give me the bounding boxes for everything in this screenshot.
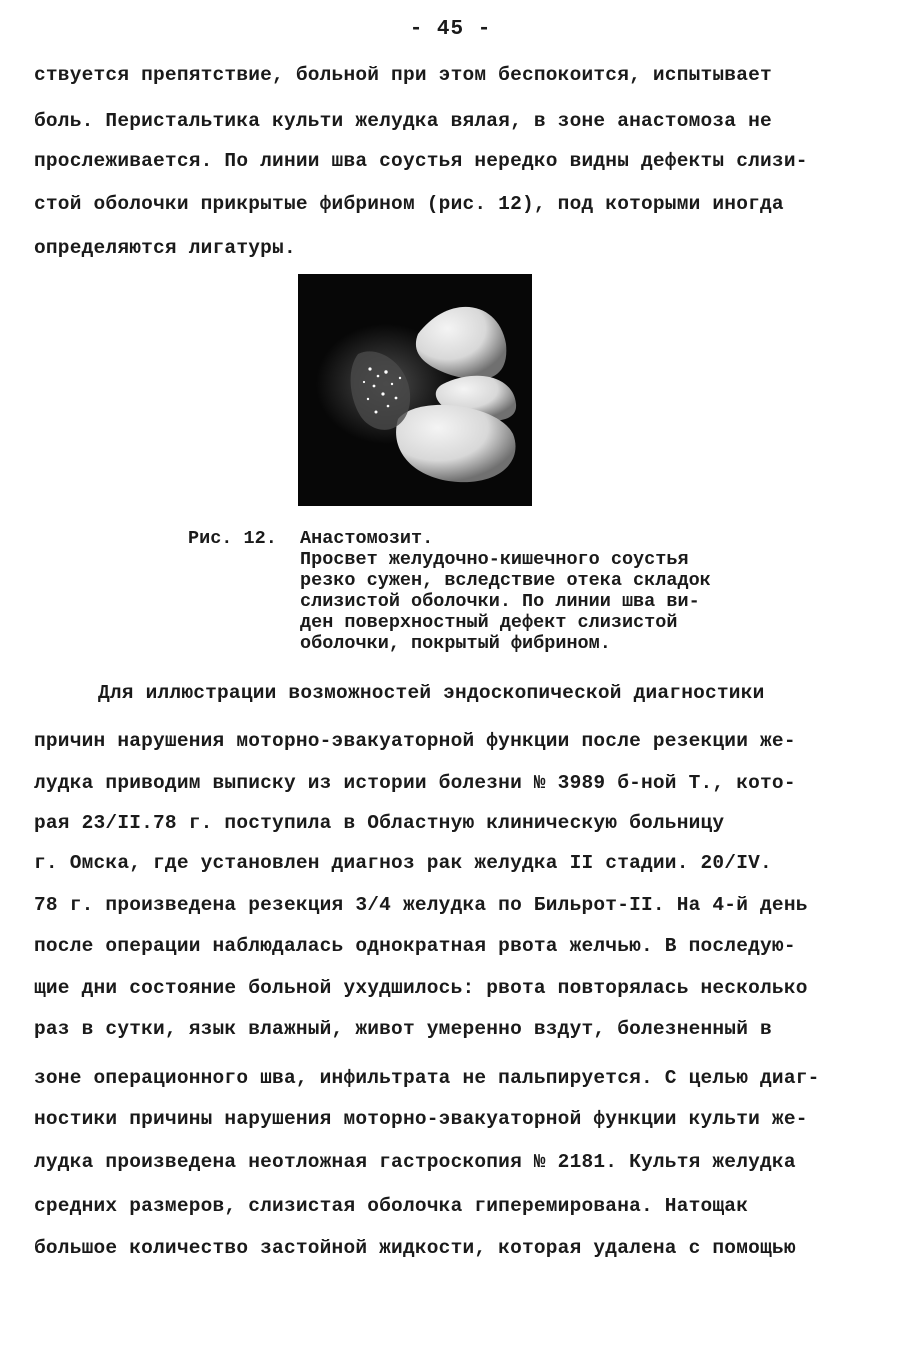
- endoscopy-photo-image: [298, 274, 532, 506]
- caption-line: ден поверхностный дефект слизистой: [300, 612, 678, 633]
- endoscopy-photo: [298, 274, 532, 506]
- text-line: боль. Перистальтика культи желудка вялая, в зоне анастомоза не: [34, 110, 772, 132]
- text-line: прослеживается. По линии шва соустья нередко видны дефекты слизи-: [34, 150, 808, 172]
- text-line: Для иллюстрации возможностей эндоскопической диагностики: [98, 682, 765, 704]
- text-line: ностики причины нарушения моторно-эвакуаторной функции культи же-: [34, 1108, 808, 1130]
- figure-label: Рис. 12.: [188, 528, 277, 549]
- text-line: лудка произведена неотложная гастроскопия № 2181. Культя желудка: [34, 1151, 796, 1173]
- text-line: зоне операционного шва, инфильтрата не пальпируется. С целью диаг-: [34, 1067, 820, 1089]
- text-line: ствуется препятствие, больной при этом беспокоится, испытывает: [34, 64, 772, 86]
- text-line: стой оболочки прикрытые фибрином (рис. 12), под которыми иногда: [34, 193, 784, 215]
- caption-line: слизистой оболочки. По линии шва ви-: [300, 591, 700, 612]
- text-line: г. Омска, где установлен диагноз рак желудка II стадии. 20/IV.: [34, 852, 772, 874]
- text-line: рая 23/II.78 г. поступила в Областную клиническую больницу: [34, 812, 725, 834]
- page-number: - 45 -: [409, 18, 492, 41]
- text-line: раз в сутки, язык влажный, живот умеренно вздут, болезненный в: [34, 1018, 772, 1040]
- text-line: большое количество застойной жидкости, которая удалена с помощью: [34, 1237, 796, 1259]
- caption-line: резко сужен, вследствие отека складок: [300, 570, 711, 591]
- caption-line: оболочки, покрытый фибрином.: [300, 633, 611, 654]
- text-line: средних размеров, слизистая оболочка гиперемирована. Натощак: [34, 1195, 749, 1217]
- caption-line: Анастомозит.: [300, 528, 434, 549]
- text-line: после операции наблюдалась однократная рвота желчью. В последую-: [34, 935, 796, 957]
- caption-line: Просвет желудочно-кишечного соустья: [300, 549, 689, 570]
- text-line: определяются лигатуры.: [34, 237, 296, 259]
- text-line: щие дни состояние больной ухудшилось: рвота повторялась несколько: [34, 977, 808, 999]
- text-line: лудка приводим выписку из истории болезни № 3989 б-ной Т., кото-: [34, 772, 796, 794]
- text-line: 78 г. произведена резекция 3/4 желудка по Бильрот-II. На 4-й день: [34, 894, 808, 916]
- text-line: причин нарушения моторно-эвакуаторной функции после резекции же-: [34, 730, 796, 752]
